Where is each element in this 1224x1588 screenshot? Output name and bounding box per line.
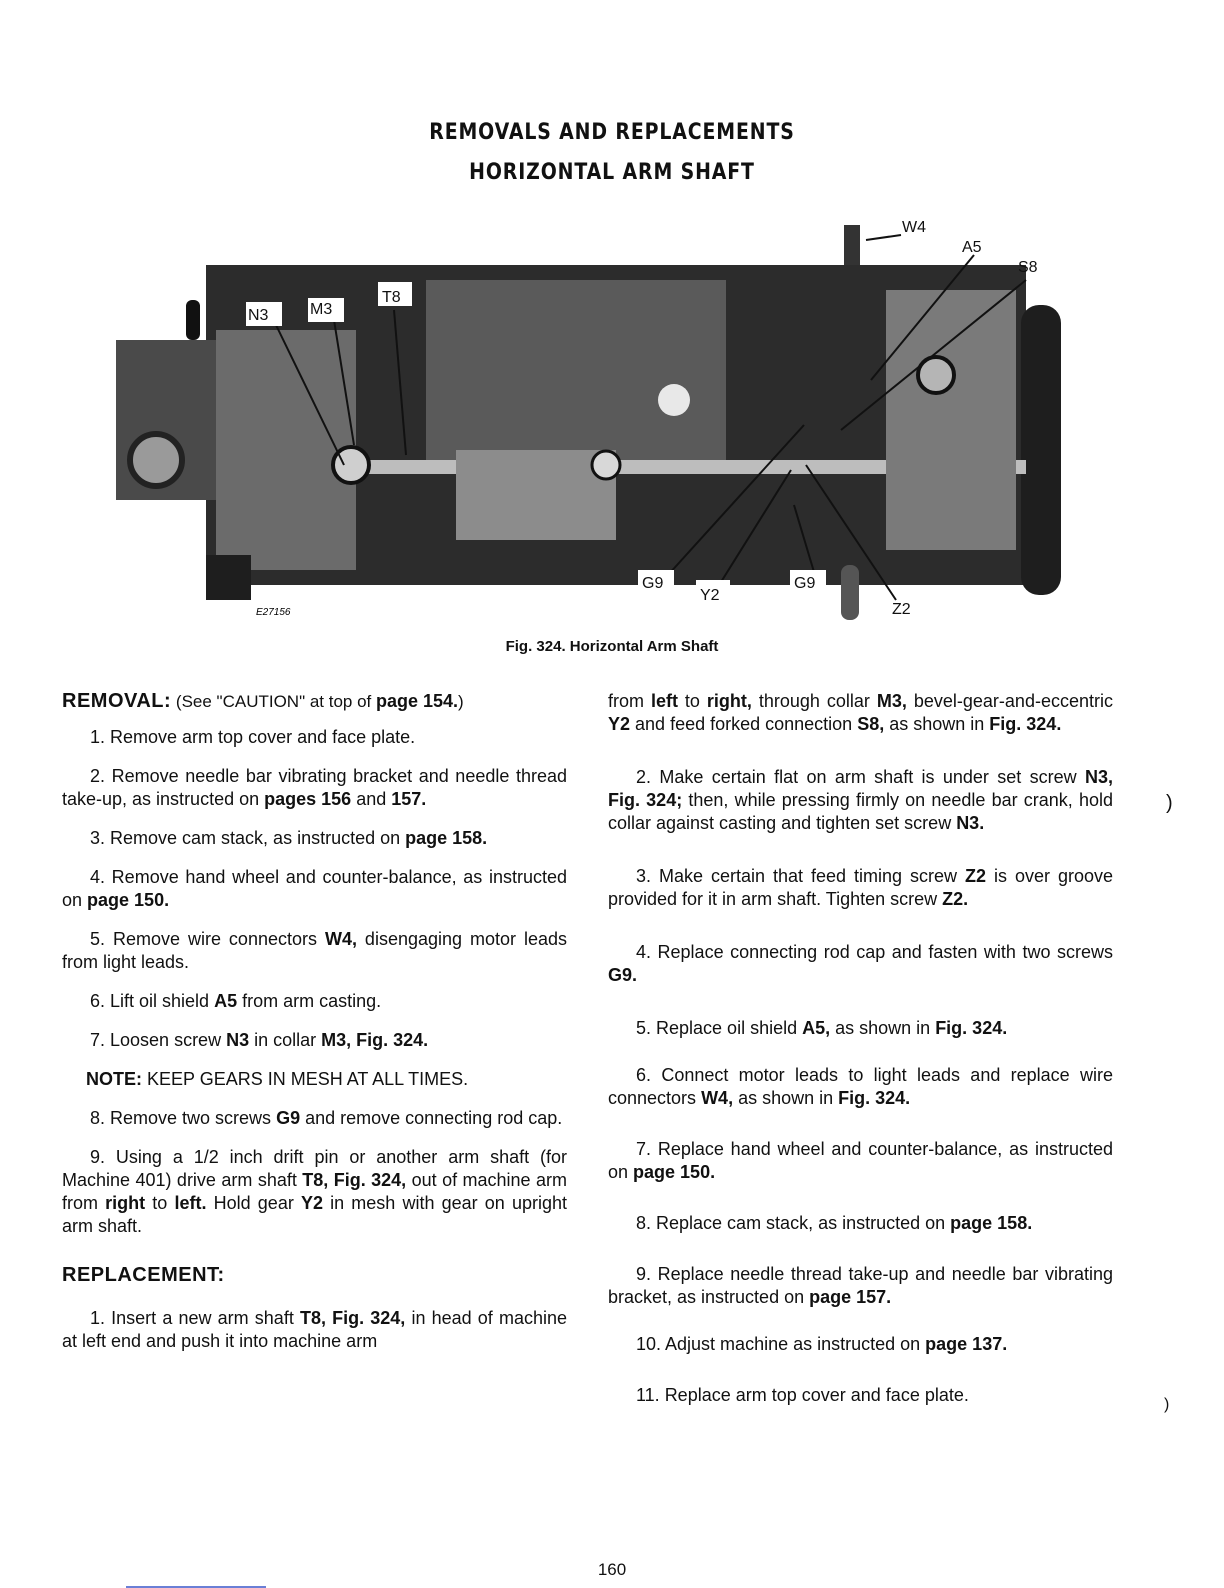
replacement-step-6: 6. Connect motor leads to light leads and replace wire connectors W4, as shown in Fig. 324.: [608, 1065, 1113, 1108]
replacement-step-5: 5. Replace oil shield A5, as shown in Fig. 324.: [636, 1018, 1008, 1038]
left-panel: [216, 330, 356, 570]
removal-step-1: 1. Remove arm top cover and face plate.: [90, 727, 416, 747]
crank-hole: [658, 384, 690, 416]
removal-step-9: 9. Using a 1/2 inch drift pin or another arm shaft (for Machine 401) drive arm shaft T8, Fig. 324, out of machine arm from right to left. Hold gear Y2 in mesh with gear on upright arm shaft.: [62, 1147, 567, 1236]
gear-left: [130, 434, 182, 486]
label-m3: M3: [310, 301, 333, 318]
margin-mark-top: ): [1166, 792, 1173, 814]
cam-area: [426, 280, 726, 460]
hand-wheel: [1021, 305, 1061, 595]
bottom-stand: [206, 555, 251, 600]
removal-step-6: 6. Lift oil shield A5 from arm casting.: [90, 991, 382, 1011]
w4-terminal: [844, 225, 860, 265]
replacement-step-3: 3. Make certain that feed timing screw Z2 is over groove provided for it in arm shaft. Tighten screw Z2.: [608, 866, 1113, 909]
removal-heading: REMOVAL:: [62, 690, 172, 712]
removal-heading-line: REMOVAL: (See "CAUTION" at top of page 154.): [62, 690, 464, 712]
replacement-step-1: 1. Insert a new arm shaft T8, Fig. 324, in head of machine at left end and push it into machine arm: [62, 1308, 567, 1351]
eccentric: [592, 451, 620, 479]
page-number: 160: [597, 1560, 627, 1579]
margin-mark-bottom: ): [1164, 1396, 1170, 1413]
page-subtitle: HORIZONTAL ARM SHAFT: [469, 160, 755, 185]
removal-step-8: 8. Remove two screws G9 and remove connecting rod cap.: [90, 1108, 563, 1128]
removal-step-7: 7. Loosen screw N3 in collar M3, Fig. 324.: [90, 1030, 429, 1050]
label-s8: S8: [1018, 259, 1038, 276]
removal-step-5: 5. Remove wire connectors W4, disengaging motor leads from light leads.: [62, 929, 567, 972]
top-knob: [186, 300, 200, 340]
right-column: [608, 690, 1113, 1407]
replacement-step-1-continued: from left to right, through collar M3, bevel-gear-and-eccentric Y2 and feed forked connection S8, as shown in Fig. 324.: [608, 691, 1113, 734]
label-t8: T8: [382, 289, 401, 306]
leader-w4: [866, 235, 901, 240]
label-a5: A5: [962, 239, 982, 256]
label-g9-right: G9: [794, 575, 816, 592]
replacement-step-9: 9. Replace needle thread take-up and needle bar vibrating bracket, as instructed on page 157.: [608, 1264, 1113, 1307]
right-panel: [886, 290, 1016, 550]
note-line: NOTE: KEEP GEARS IN MESH AT ALL TIMES.: [86, 1069, 469, 1089]
replacement-step-8: 8. Replace cam stack, as instructed on page 158.: [636, 1213, 1033, 1233]
label-z2: Z2: [892, 601, 911, 618]
replacement-step-7: 7. Replace hand wheel and counter-balance, as instructed on page 150.: [608, 1139, 1113, 1182]
label-g9-left: G9: [642, 575, 664, 592]
note-heading: NOTE:: [86, 1069, 142, 1089]
replacement-step-4: 4. Replace connecting rod cap and fasten with two screws G9.: [608, 942, 1113, 985]
label-y2: Y2: [700, 587, 720, 604]
left-column: [62, 690, 567, 1353]
removal-step-2: 2. Remove needle bar vibrating bracket and needle thread take-up, as instructed on pages 156 and 157.: [62, 766, 567, 809]
figure-caption: Fig. 324. Horizontal Arm Shaft: [505, 638, 719, 655]
removal-step-3: 3. Remove cam stack, as instructed on page 158.: [90, 828, 488, 848]
removal-step-4: 4. Remove hand wheel and counter-balance, as instructed on page 150.: [62, 867, 567, 910]
replacement-step-10: 10. Adjust machine as instructed on page 137.: [636, 1334, 1008, 1354]
replacement-heading: REPLACEMENT:: [62, 1264, 225, 1286]
replacement-step-11: 11. Replace arm top cover and face plate.: [636, 1385, 969, 1405]
label-n3: N3: [248, 307, 269, 324]
page-title: REMOVALS AND REPLACEMENTS: [429, 120, 795, 145]
label-w4: W4: [902, 219, 926, 236]
replacement-step-2: 2. Make certain flat on arm shaft is under set screw N3, Fig. 324; then, while pressing firmly on needle bar crank, hold collar against casting and tighten set screw N3.: [608, 767, 1113, 833]
figure-stamp: E27156: [256, 607, 291, 618]
z2-pin: [841, 565, 859, 620]
figure-horizontal-arm-shaft: [96, 210, 1096, 630]
